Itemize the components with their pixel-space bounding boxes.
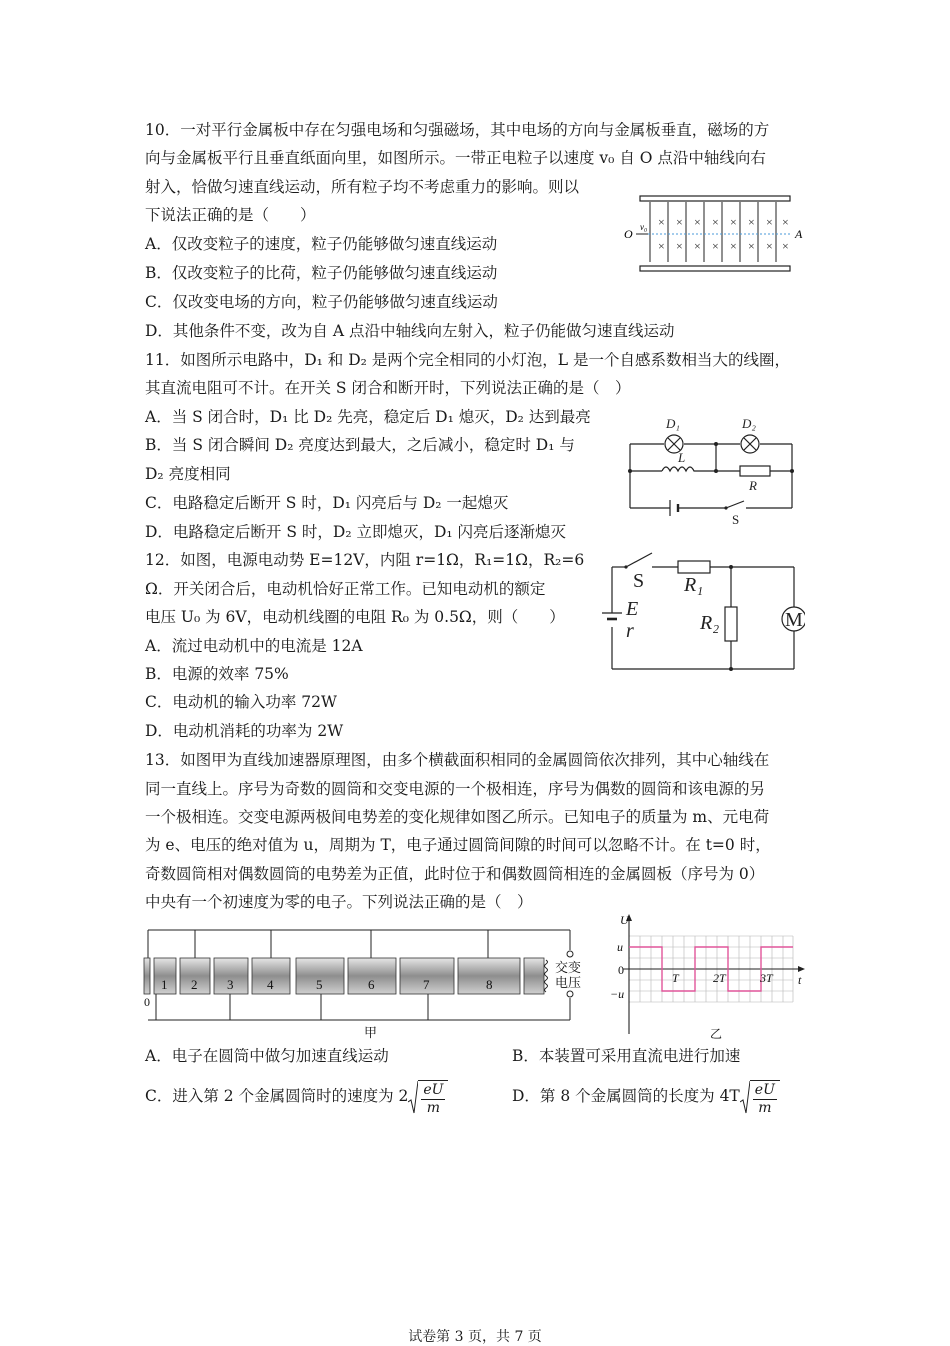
q10-stem-line3: 射入，恰做匀速直线运动，所有粒子均不考虑重力的影响。则以 [145,178,580,196]
q13-tick-3t: 3T [760,971,773,985]
q13-option-d-numerator: eU [754,1081,775,1098]
q12-stem-line1: 12．如图，电源电动势 E=12V，内阻 r=1Ω，R₁=1Ω，R₂=6 [145,551,585,569]
q13-origin: 0 [618,963,624,977]
q10-cross-mark: × [658,215,665,229]
q11-label-s: S [732,512,740,527]
q13-option-c-denominator: m [426,1099,441,1116]
q13-option-d-text: D．第 8 个金属圆筒的长度为 4T [512,1087,740,1105]
q10-cross-mark: × [782,239,789,253]
q13-option-d-sqrt [740,1077,780,1117]
q11-stem-line2: 其直流电阻可不计。在开关 S 闭合和断开时，下列说法正确的是（ ） [145,379,631,397]
q13-option-a: A．电子在圆筒中做匀加速直线运动 [145,1047,389,1065]
q13-tube-3: 3 [227,977,234,992]
q10-option-c: C．仅改变电场的方向，粒子仍能够做匀速直线运动 [145,293,498,311]
q10-cross-mark: × [658,239,665,253]
q13-source-label1: 交变 [555,960,582,975]
q13-option-c-sqrt [408,1077,448,1117]
q13-option-d [512,1076,780,1117]
q13-tube-4: 4 [267,977,274,992]
q13-tick-t: T [672,971,679,985]
q10-cross-mark: × [782,215,789,229]
q11-option-a: A．当 S 闭合时，D₁ 比 D₂ 先亮，稳定后 D₁ 熄灭，D₂ 达到最亮 [145,408,591,426]
q13-tube-7: 7 [423,977,430,992]
q12-stem-line2: Ω．开关闭合后，电动机恰好正常工作。已知电动机的额定 [145,580,546,598]
q10-point-o: O [624,227,633,241]
q10-option-d: D．其他条件不变，改为自 A 点沿中轴线向左射入，粒子仍能做匀速直线运动 [145,322,675,340]
page-footer: 试卷第 3 页，共 7 页 [408,1329,542,1345]
q13-stem-line1: 13．如图甲为直线加速器原理图，由多个横截面积相同的金属圆筒依次排列，其中心轴线在 [145,751,770,769]
q10-point-a: A [795,227,803,241]
q13-axis-t: t [798,973,802,987]
q13-option-c [145,1076,448,1117]
q12-stem-line3: 电压 U₀ 为 6V，电动机线圈的电阻 R₀ 为 0.5Ω，则（ ） [145,608,565,626]
q11-label-r: R [749,478,757,493]
q12-label-r: r [626,620,634,642]
q13-accelerator-figure [140,920,590,1040]
q13-caption-yi: 乙 [710,1027,723,1041]
q13-tube-6: 6 [368,977,375,992]
q10-stem-line4: 下说法正确的是（ ） [145,206,316,224]
q13-tube-2: 2 [191,977,198,992]
q13-level-u: u [617,940,623,954]
q10-cross-mark: × [748,239,755,253]
q13-tube-5: 5 [316,977,323,992]
q10-stem-line2: 向与金属板平行且垂直纸面向里，如图所示。一带正电粒子以速度 v₀ 自 O 点沿中轴线向右 [145,149,766,167]
q10-cross-mark: × [730,239,737,253]
q11-circuit-figure [622,408,802,528]
q12-label-r1: R₁ [684,574,704,596]
q10-cross-mark: × [712,239,719,253]
q13-option-d-denominator: m [758,1099,772,1116]
q13-tube-8: 8 [486,977,493,992]
q11-label-d1: D₁ [666,416,680,431]
q13-option-b: B．本装置可采用直流电进行加速 [512,1047,741,1065]
q10-cross-mark: × [730,215,737,229]
q10-cross-mark: × [766,239,773,253]
q11-option-b-line1: B．当 S 闭合瞬间 D₂ 亮度达到最大，之后减小，稳定时 D₁ 与 [145,436,575,454]
q13-stem-line3: 一个极相连。交变电源两极间电势差的变化规律如图乙所示。已知电子的质量为 m、元电荷 [145,808,770,826]
q12-option-b: B．电源的效率 75% [145,665,289,683]
q13-level-neg-u: −u [610,987,625,1001]
q10-stem-line1: 10．一对平行金属板中存在匀强电场和匀强磁场，其中电场的方向与金属板垂直，磁场的方 [145,121,770,139]
q13-stem-line5: 奇数圆筒相对偶数圆筒的电势差为正值，此时位于和偶数圆筒相连的金属圆板（序号为 0） [145,865,765,883]
q10-cross-mark: × [694,215,701,229]
q10-cross-mark: × [676,215,683,229]
q12-label-r2: R₂ [700,612,720,634]
q13-option-c-numerator: eU [423,1081,444,1098]
q13-stem-line6: 中央有一个初速度为零的电子。下列说法正确的是（ ） [145,893,533,911]
q10-cross-mark: × [712,215,719,229]
q13-tube-1: 1 [161,977,168,992]
q12-motor-label: M [785,609,803,631]
q11-option-d: D．电路稳定后断开 S 时，D₂ 立即熄灭，D₁ 闪亮后逐渐熄灭 [145,523,567,541]
q11-label-d2: D₂ [742,416,756,431]
q10-plates-figure [622,190,812,280]
q13-option-c-text: C．进入第 2 个金属圆筒时的速度为 2 [145,1087,409,1105]
q10-cross-mark: × [694,239,701,253]
q13-tick-2t: 2T [713,971,726,985]
q11-option-b-line2: D₂ 亮度相同 [145,465,231,483]
q10-velocity-label: v₀ [640,222,648,232]
q12-option-d: D．电动机消耗的功率为 2W [145,722,344,740]
q13-stem-line4: 为 e、电压的绝对值为 u，周期为 T，电子通过圆筒间隙的时间可以忽略不计。在 t=0 时， [145,836,771,854]
q12-label-e: E [626,598,639,620]
q13-source-label2: 电压 [555,975,582,990]
q13-plate-zero: 0 [144,995,150,1009]
q10-cross-mark: × [748,215,755,229]
q13-voltage-graph [605,912,805,1042]
q10-option-a: A．仅改变粒子的速度，粒子仍能够做匀速直线运动 [145,235,498,253]
q10-cross-mark: × [766,215,773,229]
q12-circuit-figure [600,543,805,675]
q13-axis-u: U [620,913,629,927]
q13-caption-jia: 甲 [364,1025,378,1040]
q12-label-s: S [633,570,645,592]
q13-stem-line2: 同一直线上。序号为奇数的圆筒和交变电源的一个极相连，序号为偶数的圆筒和该电源的另 [145,780,766,798]
q12-option-a: A．流过电动机中的电流是 12A [145,637,363,655]
q12-option-c: C．电动机的输入功率 72W [145,693,337,711]
q10-option-b: B．仅改变粒子的比荷，粒子仍能够做匀速直线运动 [145,264,498,282]
q11-label-l: L [678,450,686,465]
q10-cross-mark: × [676,239,683,253]
q11-stem-line1: 11．如图所示电路中，D₁ 和 D₂ 是两个完全相同的小灯泡，L 是一个自感系数相当大的线圈， [145,351,791,369]
q11-option-c: C．电路稳定后断开 S 时，D₁ 闪亮后与 D₂ 一起熄灭 [145,494,509,512]
